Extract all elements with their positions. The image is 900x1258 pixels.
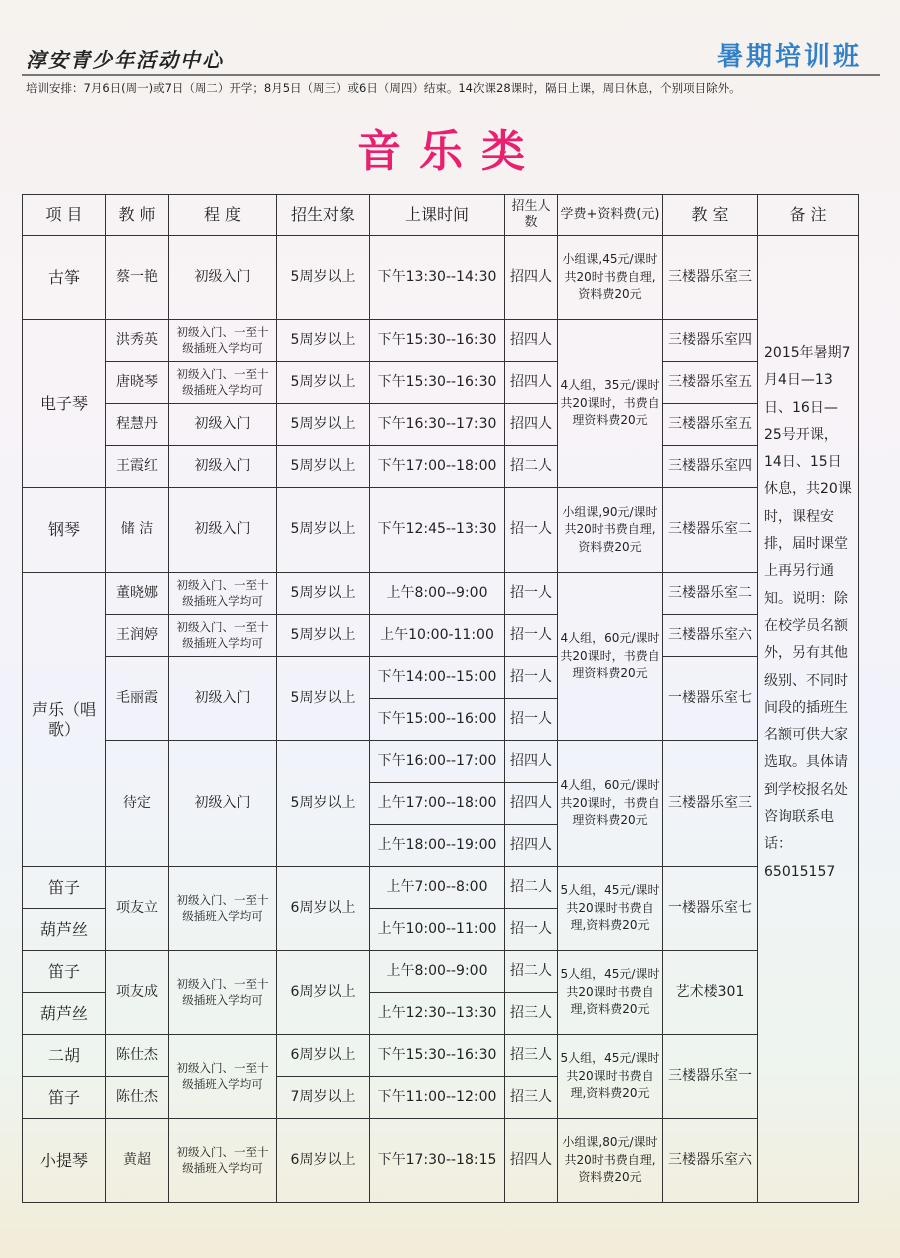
count-cell: 招二人 bbox=[505, 867, 558, 909]
room-cell: 三楼器乐室二 bbox=[663, 573, 758, 615]
count-cell: 招一人 bbox=[505, 909, 558, 951]
table-row bbox=[23, 1035, 859, 1077]
age-cell: 6周岁以上 bbox=[277, 951, 370, 1035]
room-cell: 三楼器乐室五 bbox=[663, 362, 758, 404]
age-cell: 5周岁以上 bbox=[277, 320, 370, 362]
time-cell: 下午17:00--18:00 bbox=[370, 446, 505, 488]
age-cell: 5周岁以上 bbox=[277, 573, 370, 615]
room-cell: 三楼器乐室六 bbox=[663, 1119, 758, 1203]
room-cell: 三楼器乐室四 bbox=[663, 446, 758, 488]
count-cell: 招四人 bbox=[505, 362, 558, 404]
subject-cell: 钢琴 bbox=[23, 488, 106, 573]
header-fee: 学费+资料费(元) bbox=[558, 195, 663, 236]
time-cell: 上午10:00--11:00 bbox=[370, 909, 505, 951]
fee-cell: 小组课,90元/课时共20时书费自理,资料费20元 bbox=[558, 488, 663, 573]
fee-cell: 小组课,45元/课时共20时书费自理,资料费20元 bbox=[558, 236, 663, 320]
age-cell: 5周岁以上 bbox=[277, 446, 370, 488]
age-cell: 5周岁以上 bbox=[277, 236, 370, 320]
teacher-cell: 待定 bbox=[106, 741, 169, 867]
subject-cell: 笛子 bbox=[23, 1077, 106, 1119]
organization-name: 淳安青少年活动中心 bbox=[26, 48, 224, 72]
teacher-cell: 储 洁 bbox=[106, 488, 169, 573]
level-cell: 初级入门 bbox=[169, 236, 277, 320]
room-cell: 三楼器乐室三 bbox=[663, 741, 758, 867]
header-subject: 项 目 bbox=[23, 195, 106, 236]
teacher-cell: 唐晓琴 bbox=[106, 362, 169, 404]
table-row bbox=[23, 867, 859, 909]
time-cell: 下午16:00--17:00 bbox=[370, 741, 505, 783]
fee-cell: 5人组，45元/课时共20课时书费自理,资料费20元 bbox=[558, 951, 663, 1035]
subject-cell: 葫芦丝 bbox=[23, 909, 106, 951]
table-row bbox=[23, 573, 859, 615]
room-cell: 三楼器乐室二 bbox=[663, 488, 758, 573]
count-cell: 招三人 bbox=[505, 1077, 558, 1119]
time-cell: 下午14:00--15:00 bbox=[370, 657, 505, 699]
page-title: 音乐类 bbox=[357, 126, 543, 177]
teacher-cell: 项友立 bbox=[106, 867, 169, 951]
count-cell: 招四人 bbox=[505, 404, 558, 446]
teacher-cell: 毛丽霞 bbox=[106, 657, 169, 741]
time-cell: 上午8:00--9:00 bbox=[370, 573, 505, 615]
level-cell: 初级入门 bbox=[169, 404, 277, 446]
header-room: 教 室 bbox=[663, 195, 758, 236]
room-cell: 一楼器乐室七 bbox=[663, 657, 758, 741]
table-row bbox=[23, 236, 859, 320]
subject-cell: 二胡 bbox=[23, 1035, 106, 1077]
count-cell: 招一人 bbox=[505, 573, 558, 615]
count-cell: 招四人 bbox=[505, 741, 558, 783]
count-cell: 招一人 bbox=[505, 657, 558, 699]
time-cell: 下午17:30--18:15 bbox=[370, 1119, 505, 1203]
level-cell: 初级入门、一至十级插班入学均可 bbox=[169, 951, 277, 1035]
age-cell: 5周岁以上 bbox=[277, 404, 370, 446]
subject-cell: 笛子 bbox=[23, 951, 106, 993]
level-cell: 初级入门 bbox=[169, 446, 277, 488]
count-cell: 招四人 bbox=[505, 236, 558, 320]
count-cell: 招二人 bbox=[505, 446, 558, 488]
header-note: 备 注 bbox=[758, 195, 859, 236]
level-cell: 初级入门 bbox=[169, 741, 277, 867]
count-cell: 招四人 bbox=[505, 783, 558, 825]
teacher-cell: 王润婷 bbox=[106, 615, 169, 657]
age-cell: 6周岁以上 bbox=[277, 867, 370, 951]
fee-cell: 5人组，45元/课时共20课时书费自理,资料费20元 bbox=[558, 867, 663, 951]
table-row bbox=[23, 951, 859, 993]
time-cell: 下午12:45--13:30 bbox=[370, 488, 505, 573]
count-cell: 招二人 bbox=[505, 951, 558, 993]
count-cell: 招四人 bbox=[505, 1119, 558, 1203]
age-cell: 6周岁以上 bbox=[277, 1035, 370, 1077]
level-cell: 初级入门、一至十级插班入学均可 bbox=[169, 573, 277, 615]
time-cell: 下午15:00--16:00 bbox=[370, 699, 505, 741]
table-row bbox=[23, 404, 859, 446]
age-cell: 5周岁以上 bbox=[277, 657, 370, 741]
teacher-cell: 蔡一艳 bbox=[106, 236, 169, 320]
time-cell: 上午18:00--19:00 bbox=[370, 825, 505, 867]
time-cell: 上午10:00-11:00 bbox=[370, 615, 505, 657]
fee-cell: 小组课,80元/课时共20时书费自理,资料费20元 bbox=[558, 1119, 663, 1203]
header-divider bbox=[22, 74, 880, 76]
page-header bbox=[0, 0, 900, 95]
table-header-row bbox=[23, 195, 859, 236]
header-level: 程 度 bbox=[169, 195, 277, 236]
time-cell: 下午11:00--12:00 bbox=[370, 1077, 505, 1119]
age-cell: 5周岁以上 bbox=[277, 741, 370, 867]
level-cell: 初级入门 bbox=[169, 488, 277, 573]
fee-cell: 4人组，60元/课时共20课时，书费自理资料费20元 bbox=[558, 573, 663, 741]
count-cell: 招一人 bbox=[505, 488, 558, 573]
time-cell: 上午17:00--18:00 bbox=[370, 783, 505, 825]
level-cell: 初级入门 bbox=[169, 657, 277, 741]
count-cell: 招一人 bbox=[505, 615, 558, 657]
room-cell: 三楼器乐室一 bbox=[663, 1035, 758, 1119]
teacher-cell: 洪秀英 bbox=[106, 320, 169, 362]
fee-cell: 5人组，45元/课时共20课时书费自理,资料费20元 bbox=[558, 1035, 663, 1119]
table-row bbox=[23, 1119, 859, 1203]
table-row bbox=[23, 615, 859, 657]
training-schedule: 培训安排：7月6日(周一)或7日（周二）开学；8月5日（周三）或6日（周四）结束。14次课28课时，隔日上课，周日休息，个别项目除外。 bbox=[26, 81, 741, 95]
count-cell: 招一人 bbox=[505, 699, 558, 741]
time-cell: 下午16:30--17:30 bbox=[370, 404, 505, 446]
subject-cell: 笛子 bbox=[23, 867, 106, 909]
subject-cell: 声乐（唱歌） bbox=[23, 573, 106, 867]
time-cell: 上午7:00--8:00 bbox=[370, 867, 505, 909]
header-time: 上课时间 bbox=[370, 195, 505, 236]
subject-cell: 葫芦丝 bbox=[23, 993, 106, 1035]
time-cell: 上午8:00--9:00 bbox=[370, 951, 505, 993]
teacher-cell: 陈仕杰 bbox=[106, 1077, 169, 1119]
count-cell: 招四人 bbox=[505, 825, 558, 867]
room-cell: 一楼器乐室七 bbox=[663, 867, 758, 951]
table-row bbox=[23, 446, 859, 488]
room-cell: 三楼器乐室六 bbox=[663, 615, 758, 657]
time-cell: 下午15:30--16:30 bbox=[370, 1035, 505, 1077]
header-teacher: 教 师 bbox=[106, 195, 169, 236]
time-cell: 下午15:30--16:30 bbox=[370, 362, 505, 404]
fee-cell: 4人组，60元/课时共20课时，书费自理资料费20元 bbox=[558, 741, 663, 867]
course-table bbox=[22, 194, 859, 1203]
age-cell: 7周岁以上 bbox=[277, 1077, 370, 1119]
teacher-cell: 陈仕杰 bbox=[106, 1035, 169, 1077]
table-row bbox=[23, 488, 859, 573]
time-cell: 下午15:30--16:30 bbox=[370, 320, 505, 362]
age-cell: 5周岁以上 bbox=[277, 615, 370, 657]
teacher-cell: 黄超 bbox=[106, 1119, 169, 1203]
time-cell: 下午13:30--14:30 bbox=[370, 236, 505, 320]
room-cell: 三楼器乐室五 bbox=[663, 404, 758, 446]
age-cell: 6周岁以上 bbox=[277, 1119, 370, 1203]
program-brand: 暑期培训班 bbox=[716, 42, 862, 72]
level-cell: 初级入门、一至十级插班入学均可 bbox=[169, 320, 277, 362]
age-cell: 5周岁以上 bbox=[277, 488, 370, 573]
room-cell: 艺术楼301 bbox=[663, 951, 758, 1035]
age-cell: 5周岁以上 bbox=[277, 362, 370, 404]
subject-cell: 电子琴 bbox=[23, 320, 106, 488]
table-row bbox=[23, 741, 859, 783]
level-cell: 初级入门、一至十级插班入学均可 bbox=[169, 867, 277, 951]
room-cell: 三楼器乐室三 bbox=[663, 236, 758, 320]
header-count: 招生人数 bbox=[505, 195, 558, 236]
table-row bbox=[23, 362, 859, 404]
note-cell: 2015年暑期7月4日—13日、16日—25号开课，14日、15日休息，共20课时，课程安排，届时课堂上再另行通知。说明：除在校学员名额外，另有其他级别、不同时间段的插班生名额可供大家选取。具体请到学校报名处咨询联系电话：65015157 bbox=[758, 236, 859, 1203]
table-row bbox=[23, 320, 859, 362]
teacher-cell: 董晓娜 bbox=[106, 573, 169, 615]
level-cell: 初级入门、一至十级插班入学均可 bbox=[169, 615, 277, 657]
level-cell: 初级入门、一至十级插班入学均可 bbox=[169, 1035, 277, 1119]
subject-cell: 小提琴 bbox=[23, 1119, 106, 1203]
time-cell: 上午12:30--13:30 bbox=[370, 993, 505, 1035]
count-cell: 招三人 bbox=[505, 1035, 558, 1077]
count-cell: 招三人 bbox=[505, 993, 558, 1035]
level-cell: 初级入门、一至十级插班入学均可 bbox=[169, 362, 277, 404]
header-target: 招生对象 bbox=[277, 195, 370, 236]
table-row bbox=[23, 657, 859, 699]
room-cell: 三楼器乐室四 bbox=[663, 320, 758, 362]
fee-cell: 4人组，35元/课时共20课时，书费自理资料费20元 bbox=[558, 320, 663, 488]
teacher-cell: 项友成 bbox=[106, 951, 169, 1035]
count-cell: 招四人 bbox=[505, 320, 558, 362]
teacher-cell: 程慧丹 bbox=[106, 404, 169, 446]
teacher-cell: 王霞红 bbox=[106, 446, 169, 488]
subject-cell: 古筝 bbox=[23, 236, 106, 320]
level-cell: 初级入门、一至十级插班入学均可 bbox=[169, 1119, 277, 1203]
